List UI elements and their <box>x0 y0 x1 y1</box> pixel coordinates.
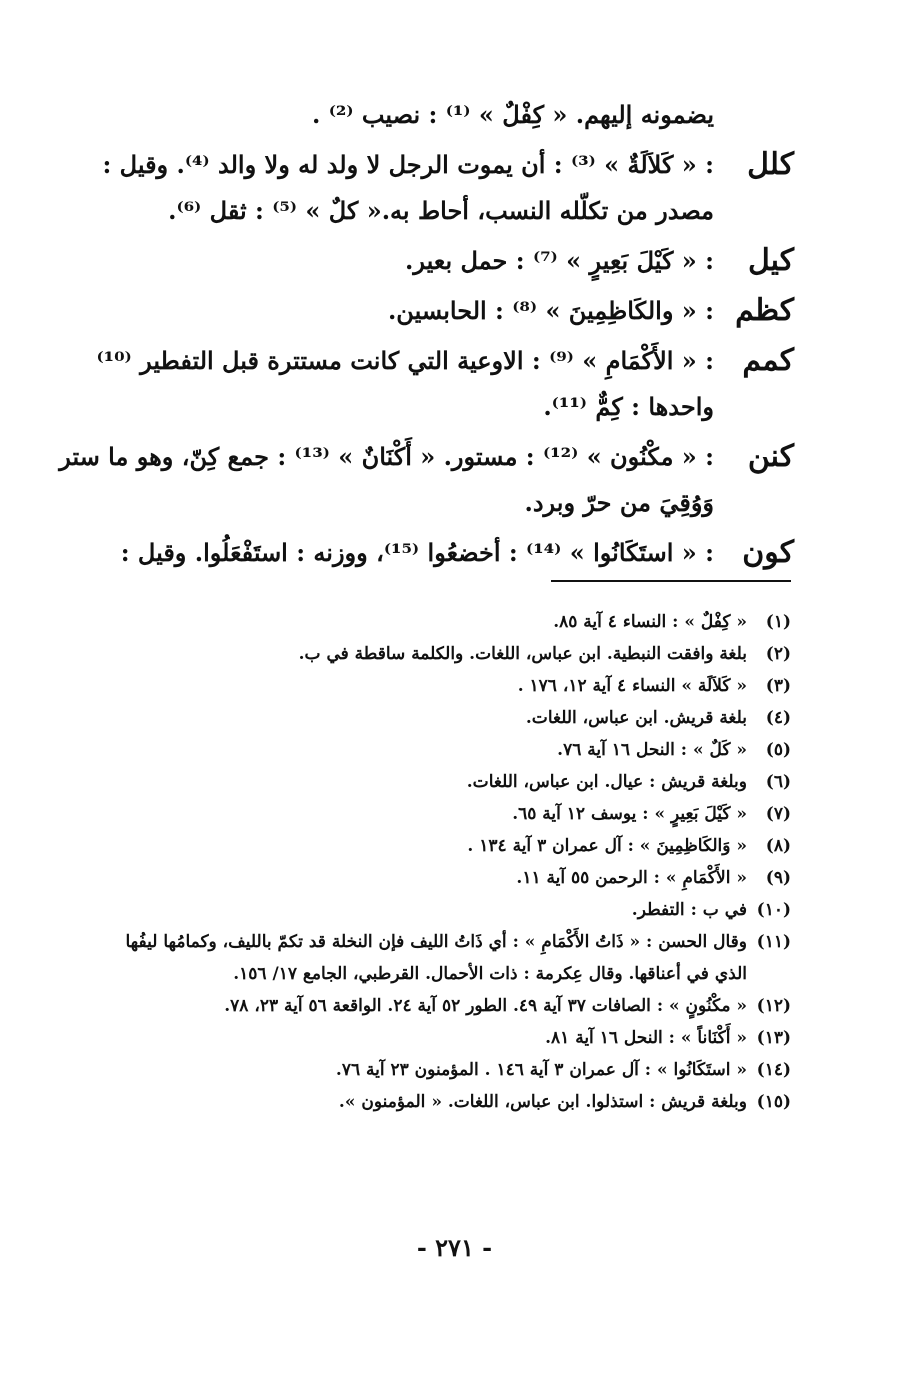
footnote <box>101 862 791 894</box>
footnote-text: « الأَكْمَامِ » : الرحمن ٥٥ آية ١١. <box>516 868 747 888</box>
footnotes <box>101 606 791 1118</box>
footnote <box>101 1022 791 1054</box>
entry-line: : « كَلاَلَةٌ » ⁽³⁾ : أن يموت الرجل لا ولد له ولا والد ⁽⁴⁾. وقيل : <box>102 150 714 179</box>
entry-line: واحدها : كِمٌّ ⁽¹¹⁾. <box>543 392 714 421</box>
footnote-text: « كَلٌ » : النحل ١٦ آية ٧٦. <box>557 740 747 760</box>
footnote-text: وبلغة قريش : استذلوا. ابن عباس، اللغات. « المؤمنون ». <box>338 1092 747 1112</box>
entry-root: كلل <box>747 147 794 182</box>
entry-line: : « والكَاظِمِينَ » ⁽⁸⁾ : الحابسين. <box>387 296 714 325</box>
footnote-number: (٩) <box>765 868 791 888</box>
entry-knn <box>59 434 794 526</box>
footnote-number: (٢) <box>765 644 791 664</box>
footnote-number: (٣) <box>765 676 791 696</box>
footnote-text: بلغة قريش. ابن عباس، اللغات. <box>525 708 747 728</box>
footnote-number: (٤) <box>765 708 791 728</box>
footnote <box>101 734 791 766</box>
footnote <box>101 798 791 830</box>
entry-line: يضمونه إليهم. « كِفْلٌ » ⁽¹⁾ : نصيب ⁽²⁾ . <box>311 100 714 129</box>
footnote <box>101 702 791 734</box>
footnote-number: (١٠) <box>756 900 791 920</box>
entry-kwn <box>104 530 794 576</box>
footnote-text: « كِفْلٌ » : النساء ٤ آية ٨٥. <box>553 612 747 632</box>
entry-line: : « مكْنُون » ⁽¹²⁾ : مستور. « أَكْنَانٌ » ⁽¹³⁾ : جمع كِنّ، وهو ما ستر <box>59 442 714 471</box>
footnote-text: بلغة وافقت النبطية. ابن عباس، اللغات. والكلمة ساقطة في ب. <box>298 644 747 664</box>
footnote <box>101 1054 791 1086</box>
entry-kmm <box>96 338 794 430</box>
footnote-text: « أَكْنَاناً » : النحل ١٦ آية ٨١. <box>545 1028 747 1048</box>
footnote <box>101 830 791 862</box>
entry-line: : « كَيْلَ بَعِيرٍ » ⁽⁷⁾ : حمل بعير. <box>405 246 714 275</box>
footnote-text: « وَالكَاظِمِينَ » : آل عمران ٣ آية ١٣٤ . <box>467 836 747 856</box>
footnote-number: (١٣) <box>756 1028 791 1048</box>
entry-root: كون <box>742 535 794 570</box>
footnote <box>101 894 791 926</box>
entry-line: : « الأَكْمَامِ » ⁽⁹⁾ : الاوعية التي كانت مستترة قبل التفطير ⁽¹⁰⁾ <box>96 346 714 375</box>
footnote-divider <box>551 580 791 582</box>
entry-root: كيل <box>747 243 794 278</box>
entry-root: كمم <box>742 343 794 378</box>
footnote-text: « كَلاَلَة » النساء ٤ آية ١٢، ١٧٦ . <box>517 676 747 696</box>
footnote-number: (١٤) <box>756 1060 791 1080</box>
footnote-number: (١٢) <box>756 996 791 1016</box>
footnote <box>101 638 791 670</box>
entry-line: وَوُقِيَ من حرّ وبرد. <box>524 488 714 517</box>
footnote-text: « استَكَانُوا » : آل عمران ٣ آية ١٤٦ . المؤمنون ٢٣ آية ٧٦. <box>335 1060 747 1080</box>
footnote <box>101 990 791 1022</box>
footnote-text: وبلغة قريش : عيال. ابن عباس، اللغات. <box>466 772 747 792</box>
entry-root: كظم <box>735 293 794 328</box>
entry-root: كنن <box>747 439 794 474</box>
footnote-number: (١) <box>765 612 791 632</box>
footnote-number: (٨) <box>765 836 791 856</box>
footnote <box>101 1086 791 1118</box>
footnote <box>101 766 791 798</box>
footnote-number: (٥) <box>765 740 791 760</box>
footnote-text: في ب : التفطر. <box>631 900 747 920</box>
footnote-number: (٧) <box>765 804 791 824</box>
entry-continuation <box>104 92 794 138</box>
entry-line: : « استَكَانُوا » ⁽¹⁴⁾ : أخضعُوا ⁽¹⁵⁾، ووزنه : استَفْعَلُوا. وقيل : <box>120 538 714 567</box>
footnote-text-continuation: الذي في أعناقها. وقال عِكرمة : ذات الأحمال. القرطبي، الجامع ١٧/ ١٥٦. <box>233 964 747 984</box>
entry-line: مصدر من تكلّله النسب، أحاط به.« كلٌ » ⁽⁵⁾ : ثقل ⁽⁶⁾. <box>168 196 714 225</box>
footnote <box>101 606 791 638</box>
footnote-text: « كَيْلَ بَعِيرٍ » : يوسف ١٢ آية ٦٥. <box>512 804 747 824</box>
dictionary-entries <box>59 92 794 576</box>
footnote-number: (٦) <box>765 772 791 792</box>
entry-kyl <box>104 238 794 284</box>
entry-klll <box>104 142 794 234</box>
footnote-text: « مكْنُونٍ » : الصافات ٣٧ آية ٤٩. الطور ٥٢ آية ٢٤. الواقعة ٥٦ آية ٢٣، ٧٨. <box>224 996 747 1016</box>
footnote-text: وقال الحسن : « ذَاتُ الأَكْمَامِ » : أي ذَاتُ الليف فإن النخلة قد تكمّ بالليف، وكمامُها ليفُها <box>125 932 747 952</box>
footnote <box>101 926 791 990</box>
footnote-number: (١٥) <box>756 1092 791 1112</box>
entry-kzm <box>104 288 794 334</box>
page-number: - ٢٧١ - <box>416 1233 493 1262</box>
footnote-number: (١١) <box>756 932 791 952</box>
footnote <box>101 670 791 702</box>
